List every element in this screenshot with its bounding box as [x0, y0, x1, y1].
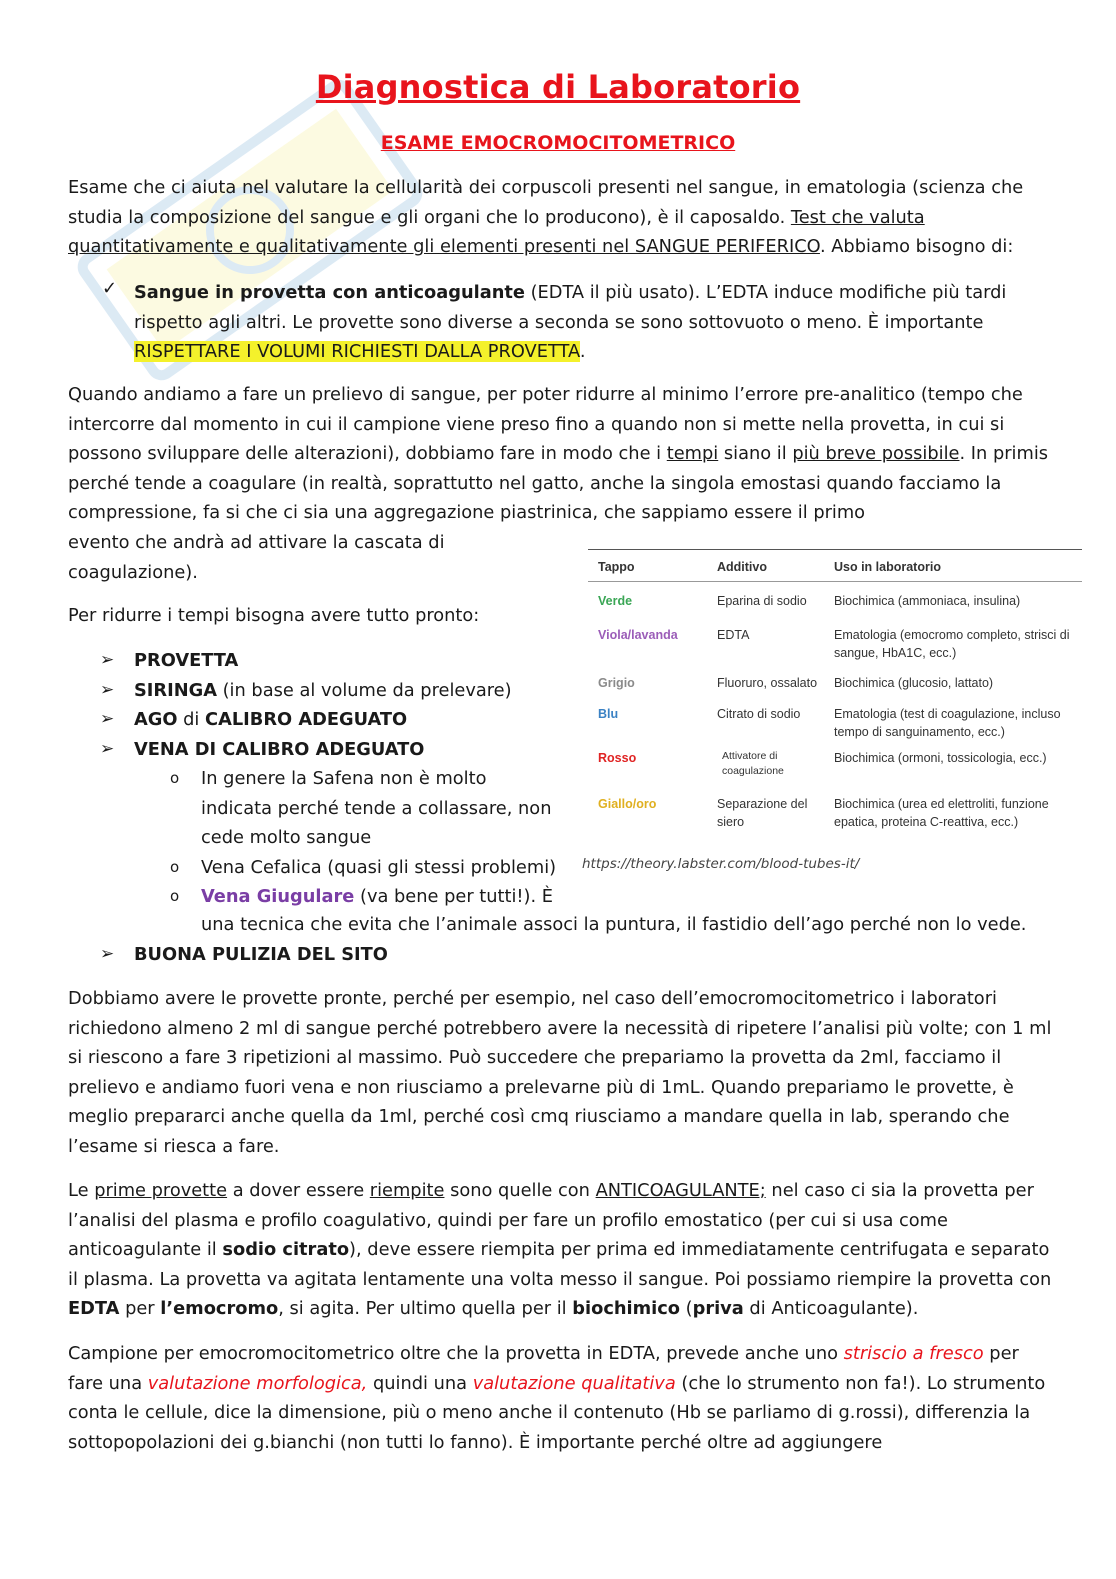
sub-list-item: o In genere la Safena non è molto indicata perché tende a collassare, non cede molto sangue — [170, 764, 561, 853]
table-header-additivo: Additivo — [717, 560, 767, 574]
tube-additive: Separazione del siero — [717, 797, 808, 829]
tube-cap-color: Verde — [598, 594, 633, 608]
prelievo-paragraph-tail: evento che andrà ad attivare la cascata di coagulazione). — [68, 532, 445, 583]
list-item: ➢ BUONA PULIZIA DEL SITO — [100, 940, 388, 970]
list-item: ➢ VENA DI CALIBRO ADEGUATO — [100, 735, 570, 765]
tube-additive: EDTA — [717, 628, 750, 642]
tube-additive: Attivatore di coagulazione — [722, 750, 784, 777]
tube-lab-use: Biochimica (glucosio, lattato) — [834, 676, 994, 690]
tube-lab-use: Biochimica (ammoniaca, insulina) — [834, 594, 1021, 608]
tube-cap-color: Viola/lavanda — [598, 628, 678, 642]
provette-paragraph: Dobbiamo avere le provette pronte, perché per esempio, nel caso dell’emocromocitometrico i laboratori richiedono almeno 2 ml di sangue perché potrebbero avere la necessità di ripetere l’analisi più volte; con 1 ml si riescono a fare 3 ripetizioni al massimo. Può succedere che prepariamo la provetta da 2ml, facciamo il prelievo e andiamo fuori vena e non riusciamo a prelevarne più di 1mL. Quando prepariamo le provette, è meglio prepararci anche quella da 1ml, perché così cmq riusciamo a mandare quella in lab, sperando che l’esame si riesca a fare. — [68, 988, 1052, 1157]
arrow-list — [100, 646, 570, 764]
circle-bullet-icon: o — [170, 857, 180, 876]
campione-paragraph: Campione per emocromocitometrico oltre che la provetta in EDTA, prevede anche uno striscio a fresco per fare una valutazione morfologica, quindi una valutazione qualitativa (che lo strumento non fa!). Lo strumento conta le cellule, dice la dimensione, più o meno anche il contenuto (Hb se parliamo di g.rossi), differenzia la sottopopolazioni dei g.bianchi (non tutti lo fanno). È importante perché oltre ad aggiungere — [68, 1343, 1046, 1453]
tube-lab-use: Biochimica (urea ed elettroliti, funzione epatica, proteina C-reattiva, ecc.) — [834, 797, 1049, 829]
check-list-item: Sangue in provetta con anticoagulante (EDTA il più usato). L’EDTA induce modifiche più tardi rispetto agli altri. Le provette sono diverse a seconda se sono sottovuoto o meno. È importante RISPETTARE I VOLUMI RICHIESTI DALLA PROVETTA. — [134, 282, 1007, 362]
arrow-bullet-icon: ➢ — [100, 944, 115, 964]
arrow-bullet-icon: ➢ — [100, 679, 115, 700]
checkmark-icon: ✓ — [102, 278, 118, 299]
ordine-riempimento-paragraph: Le prime provette a dover essere riempite sono quelle con ANTICOAGULANTE; nel caso ci sia la provetta per l’analisi del plasma e profilo coagulativo, quindi per fare un profilo emostatico (per cui si usa come anticoagulante il sodio citrato), deve essere riempita per prima ed immediatamente centrifugata e separato il plasma. La provetta va agitata lentamente una volta messo il sangue. Poi possiamo riempire la provetta con EDTA per l’emocromo, si agita. Per ultimo quella per il biochimico (priva di Anticoagulante). — [68, 1180, 1052, 1319]
table-source-link[interactable]: https://theory.labster.com/blood-tubes-it/ — [582, 856, 860, 872]
arrow-bullet-icon: ➢ — [100, 650, 115, 670]
sub-list-item: o Vena Giugulare (va bene per tutti!). È — [170, 882, 621, 912]
tube-additive: Fluoruro, ossalato — [717, 676, 818, 690]
table-header-rule — [588, 581, 1082, 582]
tube-additive: Eparina di sodio — [717, 594, 807, 608]
tube-cap-color: Grigio — [598, 676, 635, 690]
list-item: ➢ AGO di CALIBRO ADEGUATO — [100, 705, 570, 735]
tube-additive: Citrato di sodio — [717, 707, 801, 721]
tube-cap-color: Blu — [598, 707, 619, 721]
page-subtitle: ESAME EMOCROMOCITOMETRICO — [380, 132, 736, 154]
tube-lab-use: Ematologia (emocromo completo, strisci di sangue, HbA1C, ecc.) — [834, 628, 1070, 660]
table-header-tappo: Tappo — [598, 560, 635, 574]
arrow-bullet-icon: ➢ — [100, 709, 115, 729]
circle-bullet-icon: o — [170, 887, 180, 905]
tube-lab-use: Biochimica (ormoni, tossicologia, ecc.) — [834, 751, 1047, 765]
sub-list-item-continuation: una tecnica che evita che l’animale associ la puntura, il fastidio dell’ago perché non lo vede. — [201, 914, 1027, 935]
prelievo-paragraph: Quando andiamo a fare un prelievo di sangue, per poter ridurre al minimo l’errore pre-analitico (tempo che intercorre dal momento in cui il campione viene preso fino a quando non si mette nella provetta, in cui si possono sviluppare delle alterazioni), dobbiamo fare in modo che i tempi siano il più breve possibile. In primis perché tende a coagulare (in realtà, soprattutto nel gatto, anche la singola emostasi quando facciamo la compressione, fa si che ci sia una aggregazione piastrinica, che sappiamo essere il primo — [68, 384, 1049, 523]
list-item: ➢ SIRINGA (in base al volume da prelevare) — [100, 676, 570, 706]
ridurre-tempi-paragraph: Per ridurre i tempi bisogna avere tutto pronto: — [68, 605, 480, 626]
tube-cap-color: Rosso — [598, 751, 637, 765]
vena-sub-list — [170, 764, 621, 912]
tube-cap-color: Giallo/oro — [598, 797, 657, 811]
sub-list-item: o Vena Cefalica (quasi gli stessi problemi) — [170, 853, 621, 883]
arrow-bullet-icon: ➢ — [100, 738, 115, 759]
intro-paragraph: Esame che ci aiuta nel valutare la cellularità dei corpuscoli presenti nel sangue, in ematologia (scienza che studia la composizione del sangue e gli organi che lo producono), è il caposaldo. Test che valuta quantitativamente e qualitativamente gli elementi presenti nel SANGUE PERIFERICO. Abbiamo bisogno di: — [68, 177, 1024, 257]
page-title: Diagnostica di Laboratorio — [315, 68, 801, 106]
circle-bullet-icon: o — [170, 769, 180, 787]
table-top-rule — [588, 549, 1082, 550]
tube-lab-use: Ematologia (test di coagulazione, incluso tempo di sanguinamento, ecc.) — [834, 707, 1061, 739]
table-header-uso: Uso in laboratorio — [834, 560, 941, 574]
list-item: ➢ PROVETTA — [100, 646, 570, 676]
